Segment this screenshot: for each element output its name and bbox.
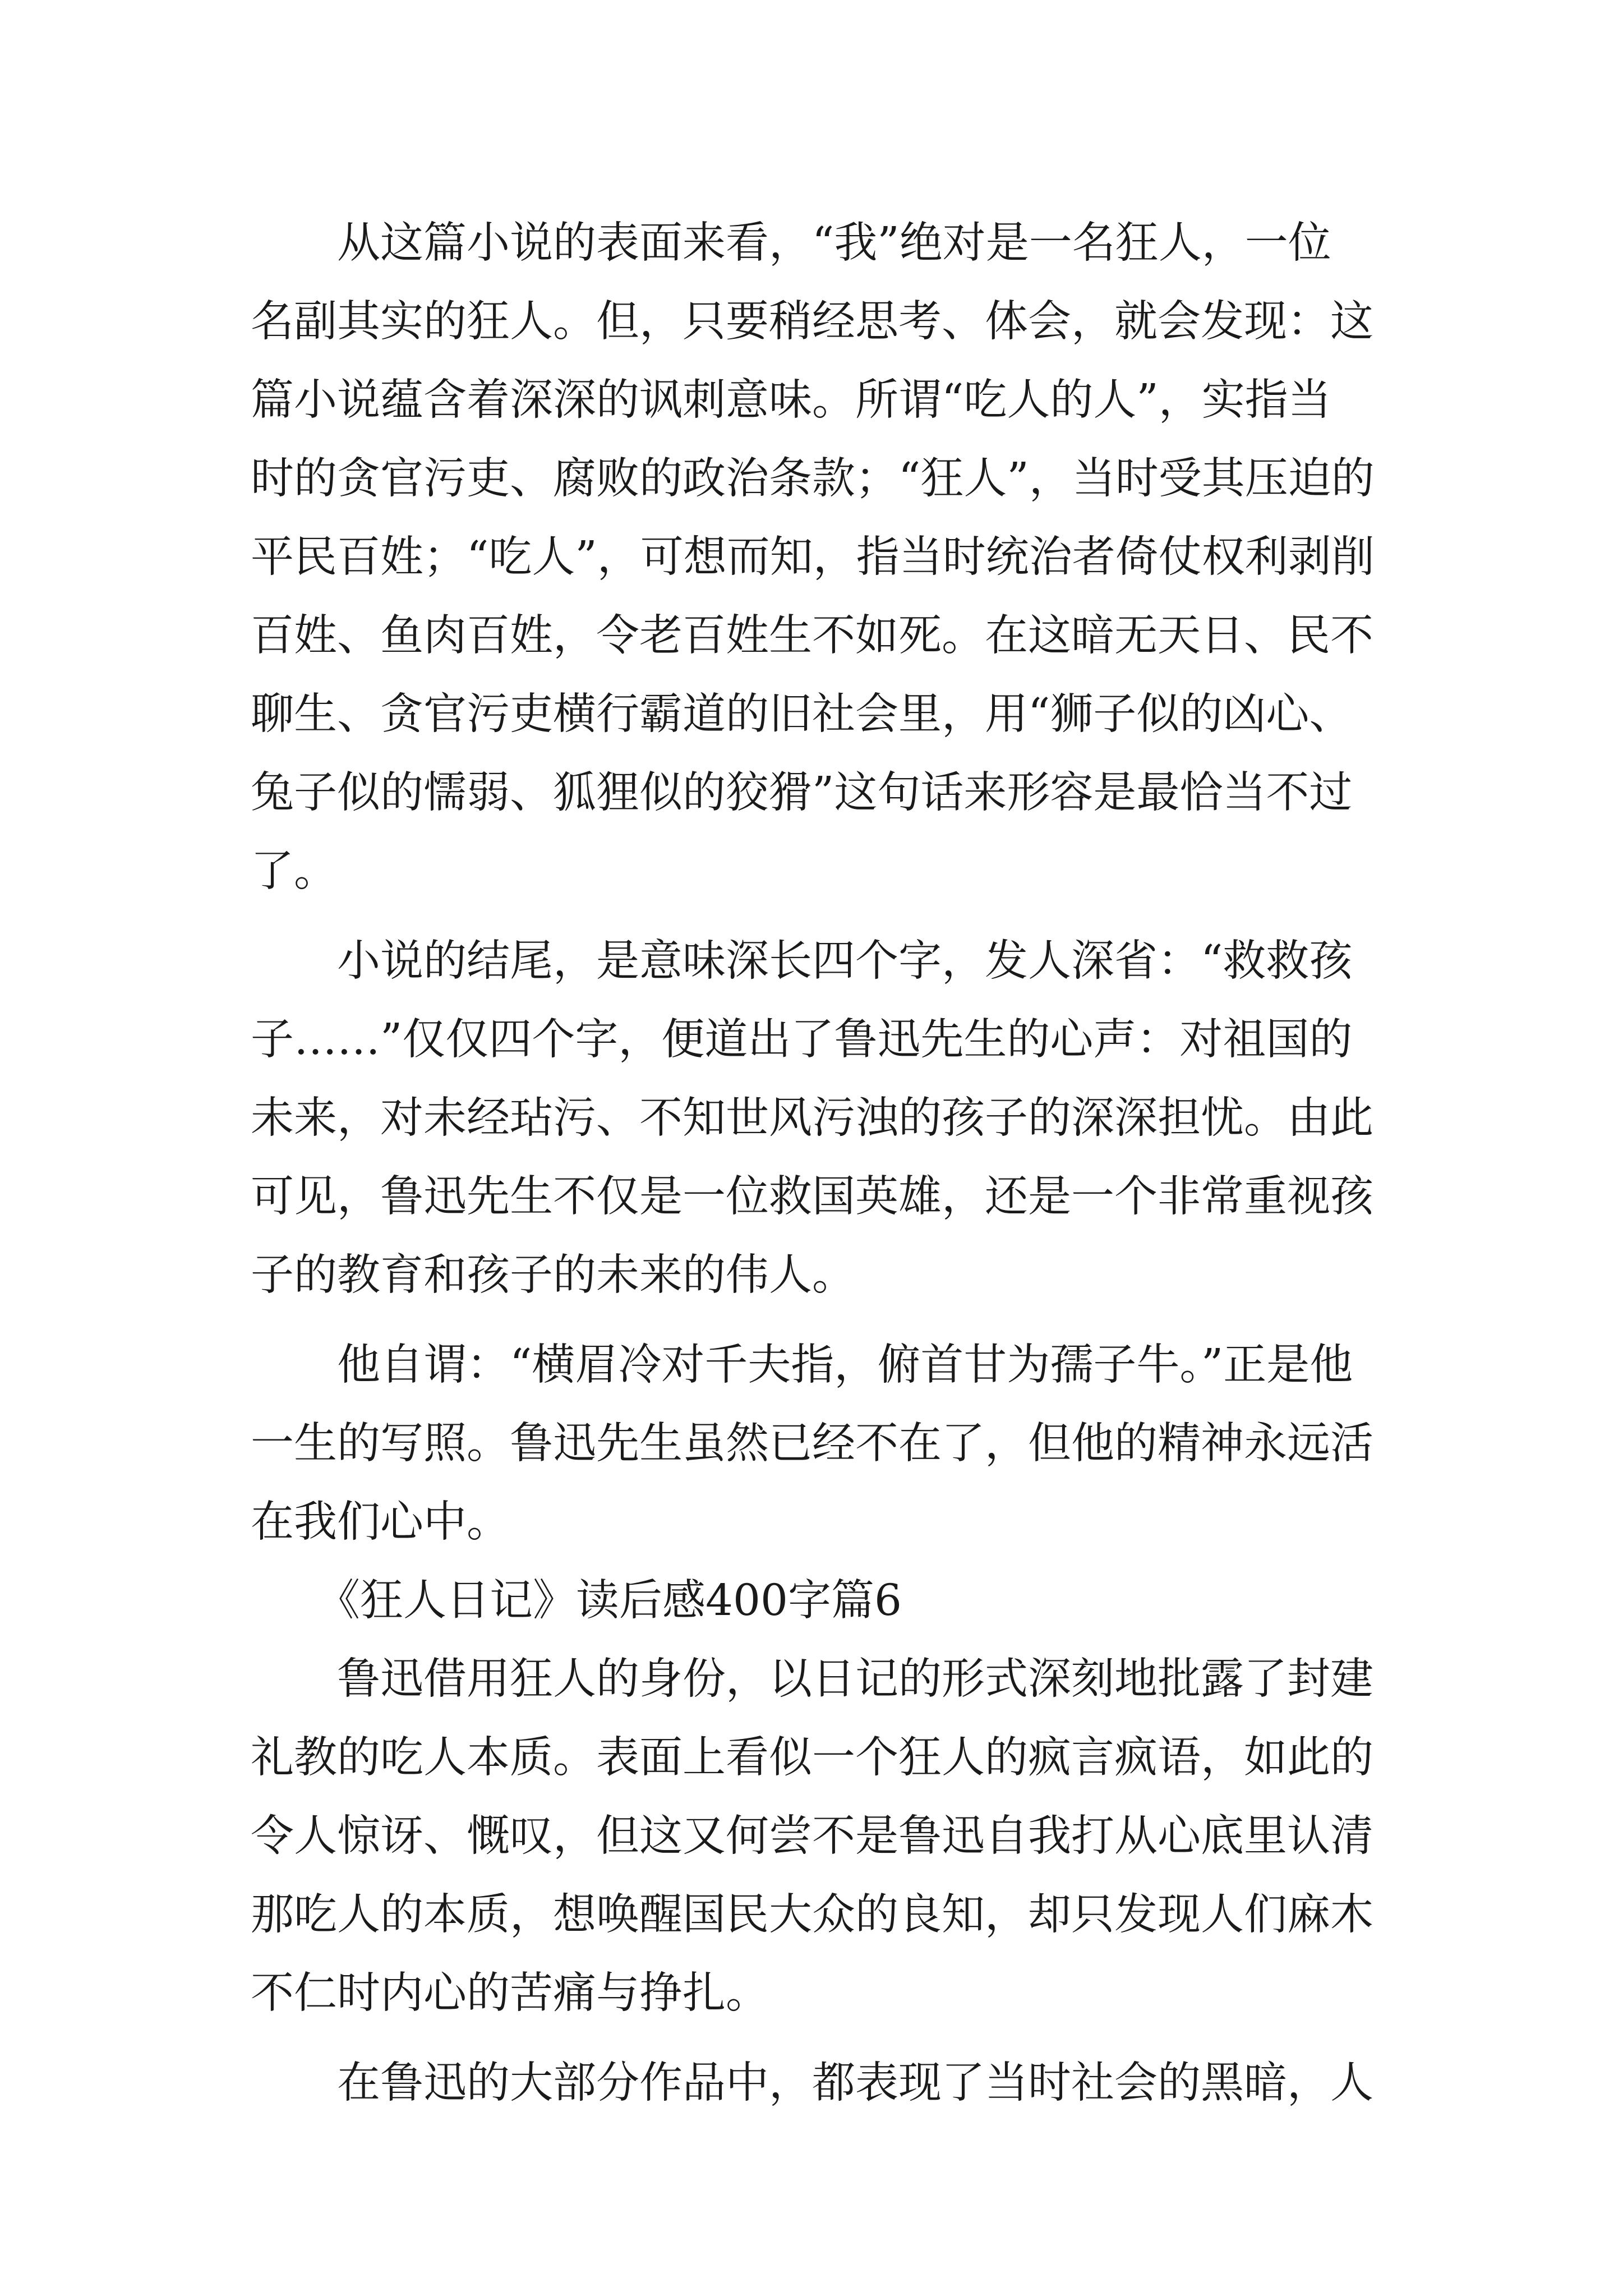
- paragraph-2-line-4: 可见，鲁迅先生不仅是一位救国英雄，还是一个非常重视孩: [251, 1172, 1373, 1222]
- paragraph-1-line-2: 名副其实的狂人。但，只要稍经思考、体会，就会发现：这: [251, 297, 1373, 347]
- paragraph-3-line-1: 他自谓：“横眉冷对千夫指，俯首甘为孺子牛。”正是他: [337, 1340, 1353, 1390]
- section-heading: 《狂人日记》读后感400字篇6: [317, 1576, 902, 1626]
- paragraph-3-line-2: 一生的写照。鲁迅先生虽然已经不在了，但他的精神永远活: [251, 1419, 1373, 1469]
- paragraph-1-line-8: 兔子似的懦弱、狐狸似的狡猾”这句话来形容是最恰当不过: [251, 768, 1353, 818]
- paragraph-1-line-5: 平民百姓；“吃人”，可想而知，指当时统治者倚仗权利剥削: [251, 532, 1375, 582]
- paragraph-1-line-9: 了。: [251, 846, 337, 896]
- paragraph-4-line-3: 令人惊讶、慨叹，但这又何尝不是鲁迅自我打从心底里认清: [251, 1811, 1373, 1861]
- paragraph-1-line-7: 聊生、贪官污吏横行霸道的旧社会里，用“狮子似的凶心、: [251, 689, 1353, 739]
- paragraph-1-line-1: 从这篇小说的表面来看，“我”绝对是一名狂人，一位: [337, 218, 1331, 268]
- paragraph-2-line-3: 未来，对未经玷污、不知世风污浊的孩子的深深担忧。由此: [251, 1093, 1373, 1143]
- paragraph-1-line-6: 百姓、鱼肉百姓，令老百姓生不如死。在这暗无天日、民不: [251, 611, 1373, 661]
- paragraph-4-line-5: 不仁时内心的苦痛与挣扎。: [251, 1968, 769, 2018]
- paragraph-2-line-5: 子的教育和孩子的未来的伟人。: [251, 1250, 855, 1300]
- paragraph-2-line-1: 小说的结尾，是意味深长四个字，发人深省：“救救孩: [337, 936, 1353, 986]
- paragraph-1-line-3: 篇小说蕴含着深深的讽刺意味。所谓“吃人的人”，实指当: [251, 375, 1331, 425]
- paragraph-4-line-1: 鲁迅借用狂人的身份，以日记的形式深刻地批露了封建: [337, 1654, 1373, 1704]
- paragraph-1-line-4: 时的贪官污吏、腐败的政治条款；“狂人”，当时受其压迫的: [251, 454, 1375, 504]
- paragraph-3-line-3: 在我们心中。: [251, 1497, 510, 1547]
- paragraph-4-line-4: 那吃人的本质，想唤醒国民大众的良知，却只发现人们麻木: [251, 1890, 1373, 1940]
- paragraph-4-line-2: 礼教的吃人本质。表面上看似一个狂人的疯言疯语，如此的: [251, 1733, 1373, 1783]
- paragraph-2-line-2: 子……”仅仅四个字，便道出了鲁迅先生的心声：对祖国的: [251, 1015, 1353, 1065]
- paragraph-5-line-1: 在鲁迅的大部分作品中，都表现了当时社会的黑暗，人: [337, 2058, 1373, 2108]
